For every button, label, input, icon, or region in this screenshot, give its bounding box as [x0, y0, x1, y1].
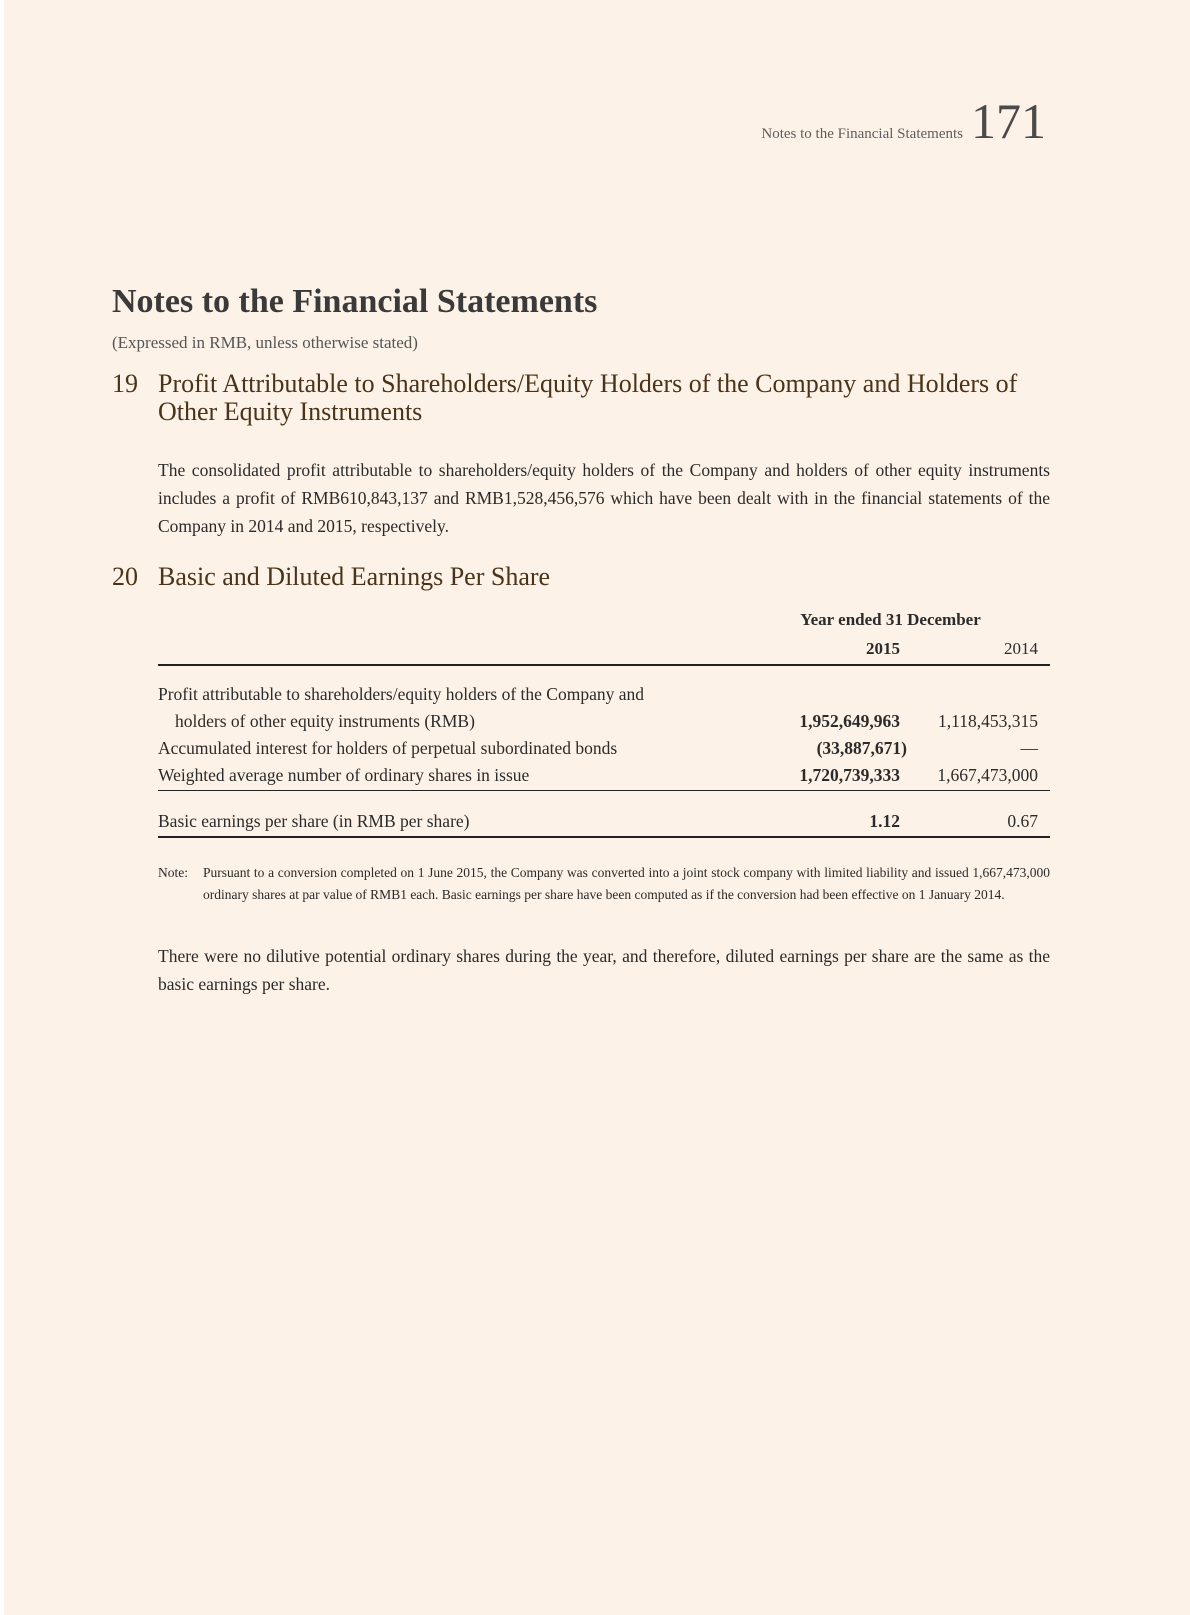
subtotal-rule	[158, 790, 1050, 791]
value-2015: 1.12	[869, 811, 900, 831]
dilutive-paragraph: There were no dilutive potential ordinary shares during the year, and therefore, diluted earnings per share are the same as the basic earnings per share.	[158, 946, 1050, 994]
note-text: Pursuant to a conversion completed on 1 June 2015, the Company was converted into a joint stock company with limited liability and issued 1,667,473,000 ordinary shares at par value of RMB1 each. Basic earnings per share have been computed as if the conversion had been effective on 1 January 2014.	[203, 865, 1050, 902]
value-2014: —	[1020, 738, 1038, 758]
column-header-2014: 2014	[1004, 639, 1038, 658]
value-2014: 1,118,453,315	[938, 711, 1038, 731]
value-2015: (33,887,671)	[816, 738, 907, 758]
value-2014: 0.67	[1007, 811, 1038, 831]
note-label: Note:	[158, 865, 188, 880]
row-label: holders of other equity instruments (RMB)	[175, 711, 475, 731]
page-number: 171	[971, 93, 1046, 149]
row-label: Accumulated interest for holders of perpetual subordinated bonds	[158, 738, 618, 758]
running-head	[761, 93, 1046, 149]
table-note	[158, 862, 1050, 906]
value-2015: 1,720,739,333	[799, 765, 900, 785]
table-header-group: Year ended 31 December	[800, 610, 981, 629]
value-2015: 1,952,649,963	[799, 711, 900, 731]
page-title: Notes to the Financial Statements	[112, 283, 598, 320]
column-header-2015: 2015	[866, 639, 900, 658]
row-label: Weighted average number of ordinary shares in issue	[158, 765, 530, 785]
page-subtitle: (Expressed in RMB, unless otherwise stated)	[112, 333, 418, 352]
total-rule	[158, 836, 1050, 838]
section-number: 19	[112, 369, 138, 398]
value-2014: 1,667,473,000	[937, 765, 1038, 785]
section-title: Profit Attributable to Shareholders/Equity Holders of the Company and Holders of Other Equity Instruments	[158, 369, 1018, 426]
section-19-paragraph: The consolidated profit attributable to shareholders/equity holders of the Company and holders of other equity instruments includes a profit of RMB610,843,137 and RMB1,528,456,576 which have been dealt with in the financial statements of the Company in 2014 and 2015, respectively.	[158, 460, 1050, 536]
section-number: 20	[112, 562, 138, 591]
section-20-heading	[112, 563, 1048, 591]
section-title: Basic and Diluted Earnings Per Share	[158, 562, 551, 591]
running-head-title: Notes to the Financial Statements	[761, 126, 963, 142]
section-19-heading	[112, 370, 1048, 426]
header-rule	[158, 664, 1050, 666]
row-label: Profit attributable to shareholders/equity holders of the Company and	[158, 684, 645, 704]
document-page	[4, 0, 1190, 1615]
row-label: Basic earnings per share (in RMB per share)	[158, 811, 470, 831]
